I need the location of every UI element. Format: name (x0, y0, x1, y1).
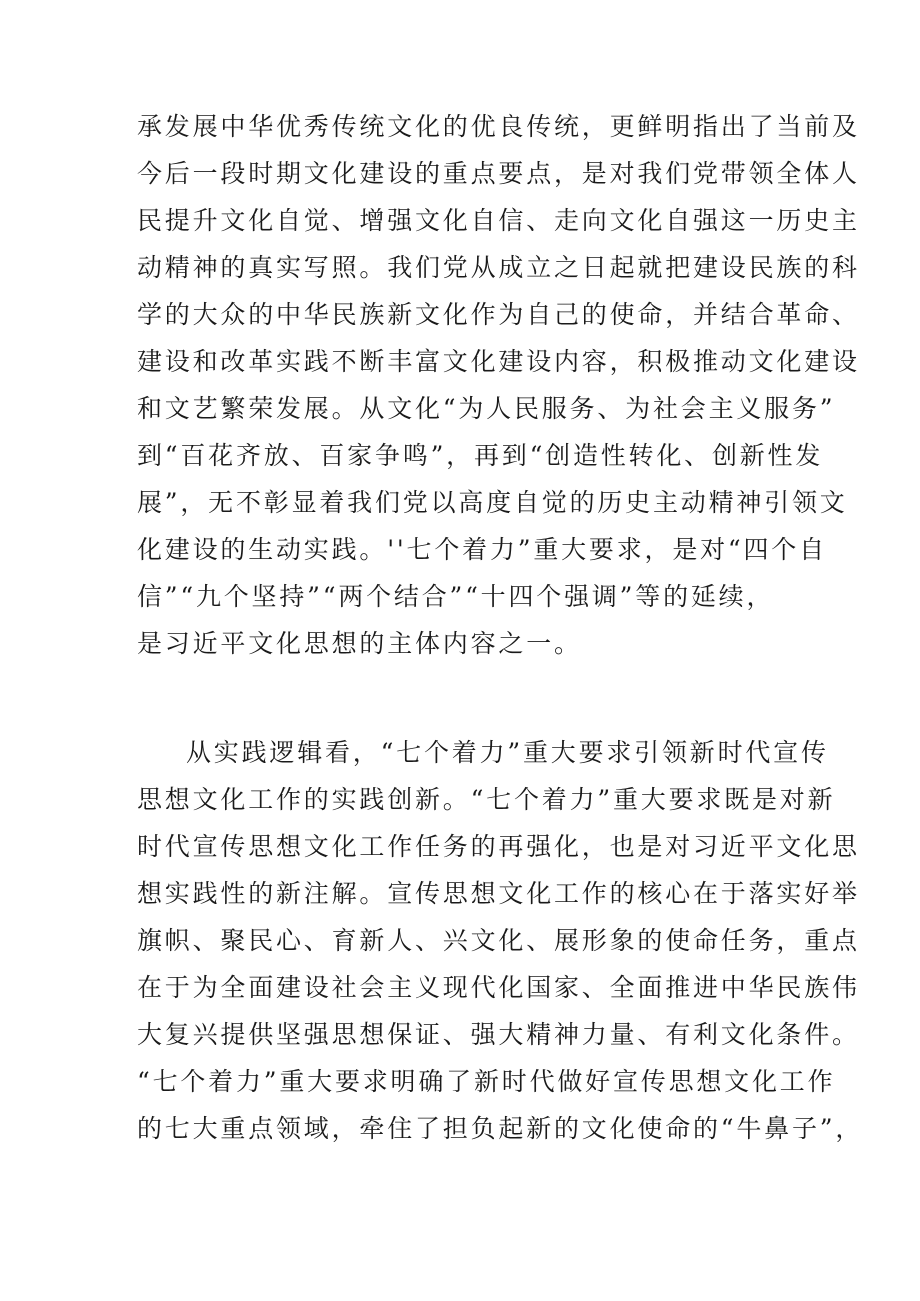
paragraph-line: 到“百花齐放、百家争鸣”，再到“创造性转化、创新性发 (137, 441, 824, 470)
paragraph-line: 信”“九个坚持”“两个结合”“十四个强调”等的延续， (137, 582, 775, 611)
paragraph-line: 建设和改革实践不断丰富文化建设内容，积极推动文化建设 (137, 347, 860, 376)
paragraph-line: 思想文化工作的实践创新。“七个着力”重大要求既是对新 (137, 785, 836, 814)
paragraph-line: 和文艺繁荣发展。从文化“为人民服务、为社会主义服务” (137, 394, 836, 423)
paragraph-line: 的七大重点领域，牵住了担负起新的文化使命的“牛鼻子”， (137, 1114, 864, 1143)
paragraph-line: 想实践性的新注解。宣传思想文化工作的核心在于落实好举 (137, 879, 860, 908)
paragraph-line: 是习近平文化思想的主体内容之一。 (137, 629, 582, 658)
paragraph-line: “七个着力”重大要求明确了新时代做好宣传思想文化工作 (137, 1067, 836, 1096)
paragraph-line: 学的大众的中华民族新文化作为自己的使命，并结合革命、 (137, 300, 860, 329)
paragraph-line: 在于为全面建设社会主义现代化国家、全面推进中华民族伟 (137, 973, 860, 1002)
paragraph-line: 动精神的真实写照。我们党从成立之日起就把建设民族的科 (137, 253, 860, 282)
paragraph-line: 民提升文化自觉、增强文化自信、走向文化自强这一历史主 (137, 206, 860, 235)
paragraph-line: 承发展中华优秀传统文化的优良传统，更鲜明指出了当前及 (137, 112, 860, 141)
paragraph-line: 今后一段时期文化建设的重点要点，是对我们党带领全体人 (137, 159, 860, 188)
paragraph-line: 大复兴提供坚强思想保证、强大精神力量、有利文化条件。 (137, 1020, 860, 1049)
paragraph-line: 展”，无不彰显着我们党以高度自觉的历史主动精神引领文 (137, 488, 848, 517)
paragraph-line: 旗帜、聚民心、育新人、兴文化、展形象的使命任务，重点 (137, 926, 860, 955)
paragraph-line: 从实践逻辑看，“七个着力”重大要求引领新时代宣传 (186, 738, 829, 767)
paragraph-line: 时代宣传思想文化工作任务的再强化，也是对习近平文化思 (137, 832, 860, 861)
paragraph-line: 化建设的生动实践。''七个着力”重大要求，是对“四个自 (137, 535, 827, 564)
